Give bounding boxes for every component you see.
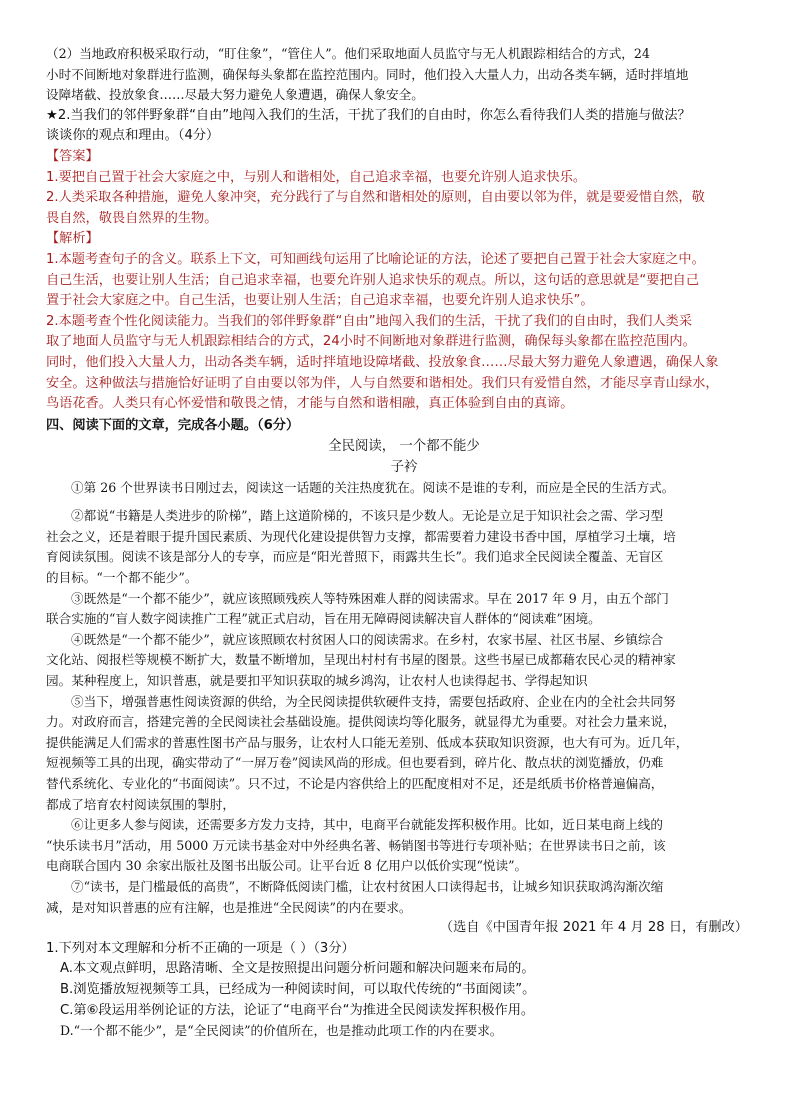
paragraph-line: 文化站、阅报栏等规模不断扩大，数量不断增加，呈现出村村有书屋的图景。这些书屋已成都藉农民心灵的精神家 bbox=[46, 652, 676, 668]
analysis-line: 2.本题考查个性化阅读能力。当我们的邻伴野象群“自由”地闯入我们的生活，干扰了我们的自由时，我们人类采 bbox=[46, 313, 693, 329]
option-d[interactable]: D.“一个都不能少”，是“全民阅读”的价值所在，也是推动此项工作的内在要求。 bbox=[60, 1023, 503, 1039]
analysis-line: 取了地面人员监守与无人机跟踪相结合的方式，24小时不间断地对象群进行监测，确保每头象都在监控范围内。 bbox=[46, 334, 696, 350]
previous-answer-block bbox=[46, 44, 762, 106]
paragraph-line: ⑥让更多人参与阅读，还需要多方发力支持，其中，电商平台就能发挥积极作用。比如，近日某电商上线的 bbox=[71, 817, 663, 833]
previous-answer-line: 小时不间断地对象群进行监测，确保每头象都在监控范围内。同时，他们投入大量人力，出动各类车辆，适时拌埴地 bbox=[46, 66, 689, 82]
analysis-label: 【解析】 bbox=[46, 231, 99, 247]
question-2-line: ★2.当我们的邻伴野象群“自由”地闯入我们的生活，干扰了我们的自由时，你怎么看待我们人类的措施与做法？ bbox=[46, 107, 691, 123]
analysis-line: 自己生活，也要让别人生活；自己追求幸福，也要允许别人追求快乐的观点。所以，这句话的意思就是“要把自己 bbox=[46, 272, 700, 288]
paragraph-line: ④既然是“一个都不能少”，就应该照顾农村贫困人口的阅读需求。在乡村，农家书屋、社区书屋、乡镇综合 bbox=[71, 631, 664, 647]
analysis-line: 鸟语花香。人类只有心怀爱惜和敬畏之情，才能与自然和谐相融，真正体验到自由的真谛。 bbox=[46, 396, 574, 412]
section-4-heading: 四、阅读下面的文章，完成各小题。（6分） bbox=[46, 417, 300, 433]
paragraph-line: 力。对政府而言，搭建完善的全民阅读社会基础设施。提供阅读均等化服务，就显得尤为重要。对社会力量来说， bbox=[46, 714, 676, 730]
paragraph-line: 联合实施的“盲人数字阅读推广工程”就正式启动，旨在用无障碍阅读解决盲人群体的“阅读难”困境。 bbox=[46, 611, 601, 627]
paragraph-line: ②都说“书籍是人类进步的阶梯”，踏上这道阶梯的，不该只是少数人。无论是立足于知识社会之需、学习型 bbox=[71, 508, 664, 524]
question-1-stem: 1.下列对本文理解和分析不正确的一项是（ ）（3分） bbox=[46, 940, 355, 956]
paragraph-line: ①第 26 个世界读书日刚过去，阅读这一话题的关注热度犹在。阅读不是谁的专利，而应是全民的生活方式。 bbox=[71, 479, 675, 495]
analysis-line: 同时，他们投入大量人力，出动各类车辆，适时拌埴地设障堵截、投放象食……尽最大努力避免人象遭遇，确保人象 bbox=[46, 354, 719, 370]
paragraph-line: 提供能满足人们需求的普惠性图书产品与服务，让农村人口能无差别、低成本获取知识资源，也大有可为。近几年， bbox=[46, 734, 689, 750]
question-2 bbox=[46, 106, 762, 147]
answer-line: 2.人类采取各种措施，避免人象冲突，充分践行了与自然和谐相处的原则，自由要以邻为伴，就是要爱惜自然，敬 bbox=[46, 190, 705, 206]
answer-line: 1.要把自己置于社会大家庭之中，与别人和谐相处，自己追求幸福，也要允许别人追求快乐。 bbox=[46, 169, 587, 185]
previous-answer-line: 设障堵截、投放象食……尽最大努力避免人象遭遇，确保人象安全。 bbox=[46, 87, 424, 103]
paragraph-line: “快乐读书月”活动，用 5000 万元读书基金对中外经典名著、畅销图书等进行专项补贴；在世界读书日之前，该 bbox=[46, 837, 666, 853]
analysis-line: 安全。这种做法与措施恰好证明了自由要以邻为伴，人与自然要和谐相处。我们只有爱惜自然，才能尽享青山绿水， bbox=[46, 375, 719, 391]
paragraph-line: 短视频等工具的出现，确实带动了“一屏万卷”阅读风尚的形成。但也要看到，碎片化、散点状的浏览播放，仍难 bbox=[46, 755, 664, 771]
paragraph-line: ⑤当下，增强普惠性阅读资源的供给，为全民阅读提供软硬件支持，需要包括政府、企业在内的全社会共同努 bbox=[71, 693, 676, 709]
paragraph-line: 替代系统化、专业化的“书面阅读”。只不过，不论是内容供给上的匹配度相对不足，还是纸质书价格普遍偏高， bbox=[46, 776, 664, 791]
paragraph-line: 社会之义，还是着眼于提升国民素质、为现代化建设提供智力支撑，都需要着力建设书香中国，厚植学习土壤，培 bbox=[46, 528, 676, 544]
article-title: 全民阅读， 一个都不能少 bbox=[328, 438, 480, 454]
option-c[interactable]: C.第⑥段运用举例论证的方法，论证了“电商平台“为推进全民阅读发挥积极作用。 bbox=[60, 1002, 535, 1018]
analysis-line: 1.本题考查句子的含义。联系上下文，可知画线句运用了比喻论证的方法，论述了要把自己置于社会大家庭之中。 bbox=[46, 251, 705, 267]
paragraph-line: 都成了培育农村阅读氛围的掣肘， bbox=[46, 796, 235, 812]
paragraph-line: 的目标。“一个都不能少”。 bbox=[46, 570, 198, 586]
question-2-line: 谈谈你的观点和理由。（4分） bbox=[46, 128, 220, 144]
answer-line: 畏自然，敬畏自然界的生物。 bbox=[46, 210, 218, 226]
previous-answer-line: （2）当地政府积极采取行动，“盯住象”，“管住人”。他们采取地面人员监守与无人机跟踪相结合的方式，24 bbox=[46, 46, 650, 61]
paragraph-line: 减，是对知识普惠的应有注解，也是推进“全民阅读”的内在要求。 bbox=[46, 899, 412, 915]
paragraph-line: ⑦“读书，是门槛最低的高贵”，不断降低阅读门槛，让农村贫困人口读得起书，让城乡知识获取鸿沟渐次缩 bbox=[71, 878, 664, 894]
article-body bbox=[46, 478, 762, 918]
option-b[interactable]: B.浏览播放短视频等工具，已经成为一种阅读时间，可以取代传统的“书面阅读”。 bbox=[60, 981, 536, 997]
option-a[interactable]: A.本文观点鲜明，思路清晰、全文是按照提出问题分析问题和解决问题来布局的。 bbox=[60, 961, 535, 977]
question-1 bbox=[46, 939, 762, 1042]
paragraph-line: ③既然是“一个都不能少”，就应该照顾残疾人等特殊困难人群的阅读需求。早在 2017 年 9 月，由五个部门 bbox=[71, 590, 669, 606]
article-source: （选自《中国青年报 2021 年 4 月 28 日，有删改） bbox=[439, 920, 748, 936]
paragraph-line: 园。某种程度上，知识普惠，就是要扣平知识获取的城乡鸿沟，让农村人也读得起书、学得起知识 bbox=[46, 673, 588, 689]
analysis-block bbox=[46, 229, 762, 414]
answer-block bbox=[46, 147, 762, 229]
paragraph-line: 电商联合国内 30 余家出版社及图书出版公司。让平台近 8 亿用户以低价实现“悦读”。 bbox=[46, 858, 528, 874]
paragraph-line: 育阅读氛围。阅读不该是部分人的专享，而应是“阳光普照下，雨露共生长”。我们追求全民阅读全覆盖、无盲区 bbox=[46, 549, 664, 565]
analysis-line: 置于社会大家庭之中。自己生活，也要让别人生活；自己追求幸福，也要允许别人追求快乐”。 bbox=[46, 293, 594, 309]
article-author: 子衿 bbox=[390, 459, 418, 475]
answer-label: 【答案】 bbox=[46, 148, 99, 164]
